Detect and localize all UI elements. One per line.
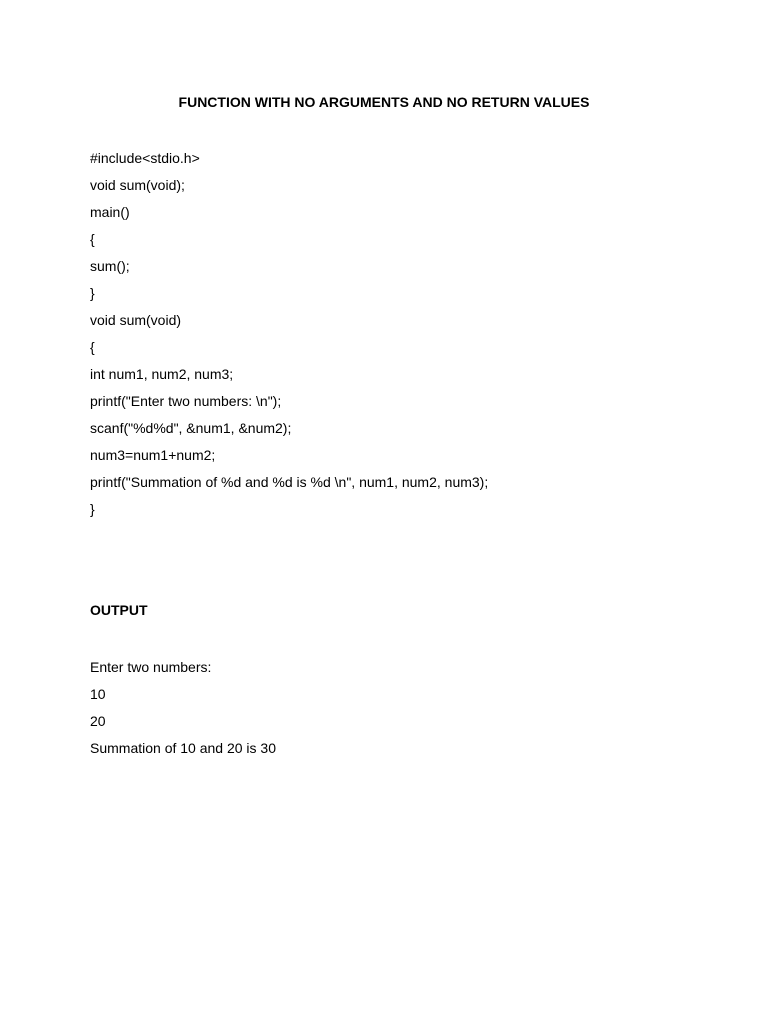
code-line: void sum(void) bbox=[90, 312, 182, 328]
code-line: sum(); bbox=[90, 258, 130, 274]
code-line: #include<stdio.h> bbox=[90, 150, 200, 166]
output-line: 10 bbox=[90, 686, 106, 702]
output-listing bbox=[90, 654, 276, 762]
code-line: } bbox=[90, 501, 95, 517]
code-line: printf("Enter two numbers: \n"); bbox=[90, 393, 282, 409]
code-line: num3=num1+num2; bbox=[90, 447, 216, 463]
output-heading: OUTPUT bbox=[90, 602, 148, 618]
document-title: FUNCTION WITH NO ARGUMENTS AND NO RETURN VALUES bbox=[178, 94, 590, 110]
code-line: scanf("%d%d", &num1, &num2); bbox=[90, 420, 292, 436]
code-line: main() bbox=[90, 204, 130, 220]
code-line: void sum(void); bbox=[90, 177, 185, 193]
code-line: printf("Summation of %d and %d is %d \n", num1, num2, num3); bbox=[90, 474, 489, 490]
code-line: int num1, num2, num3; bbox=[90, 366, 234, 382]
code-line: { bbox=[90, 231, 95, 247]
output-line: 20 bbox=[90, 713, 106, 729]
code-line: } bbox=[90, 285, 95, 301]
output-line: Summation of 10 and 20 is 30 bbox=[90, 740, 277, 756]
code-listing bbox=[90, 145, 488, 523]
output-line: Enter two numbers: bbox=[90, 659, 212, 675]
code-line: { bbox=[90, 339, 95, 355]
